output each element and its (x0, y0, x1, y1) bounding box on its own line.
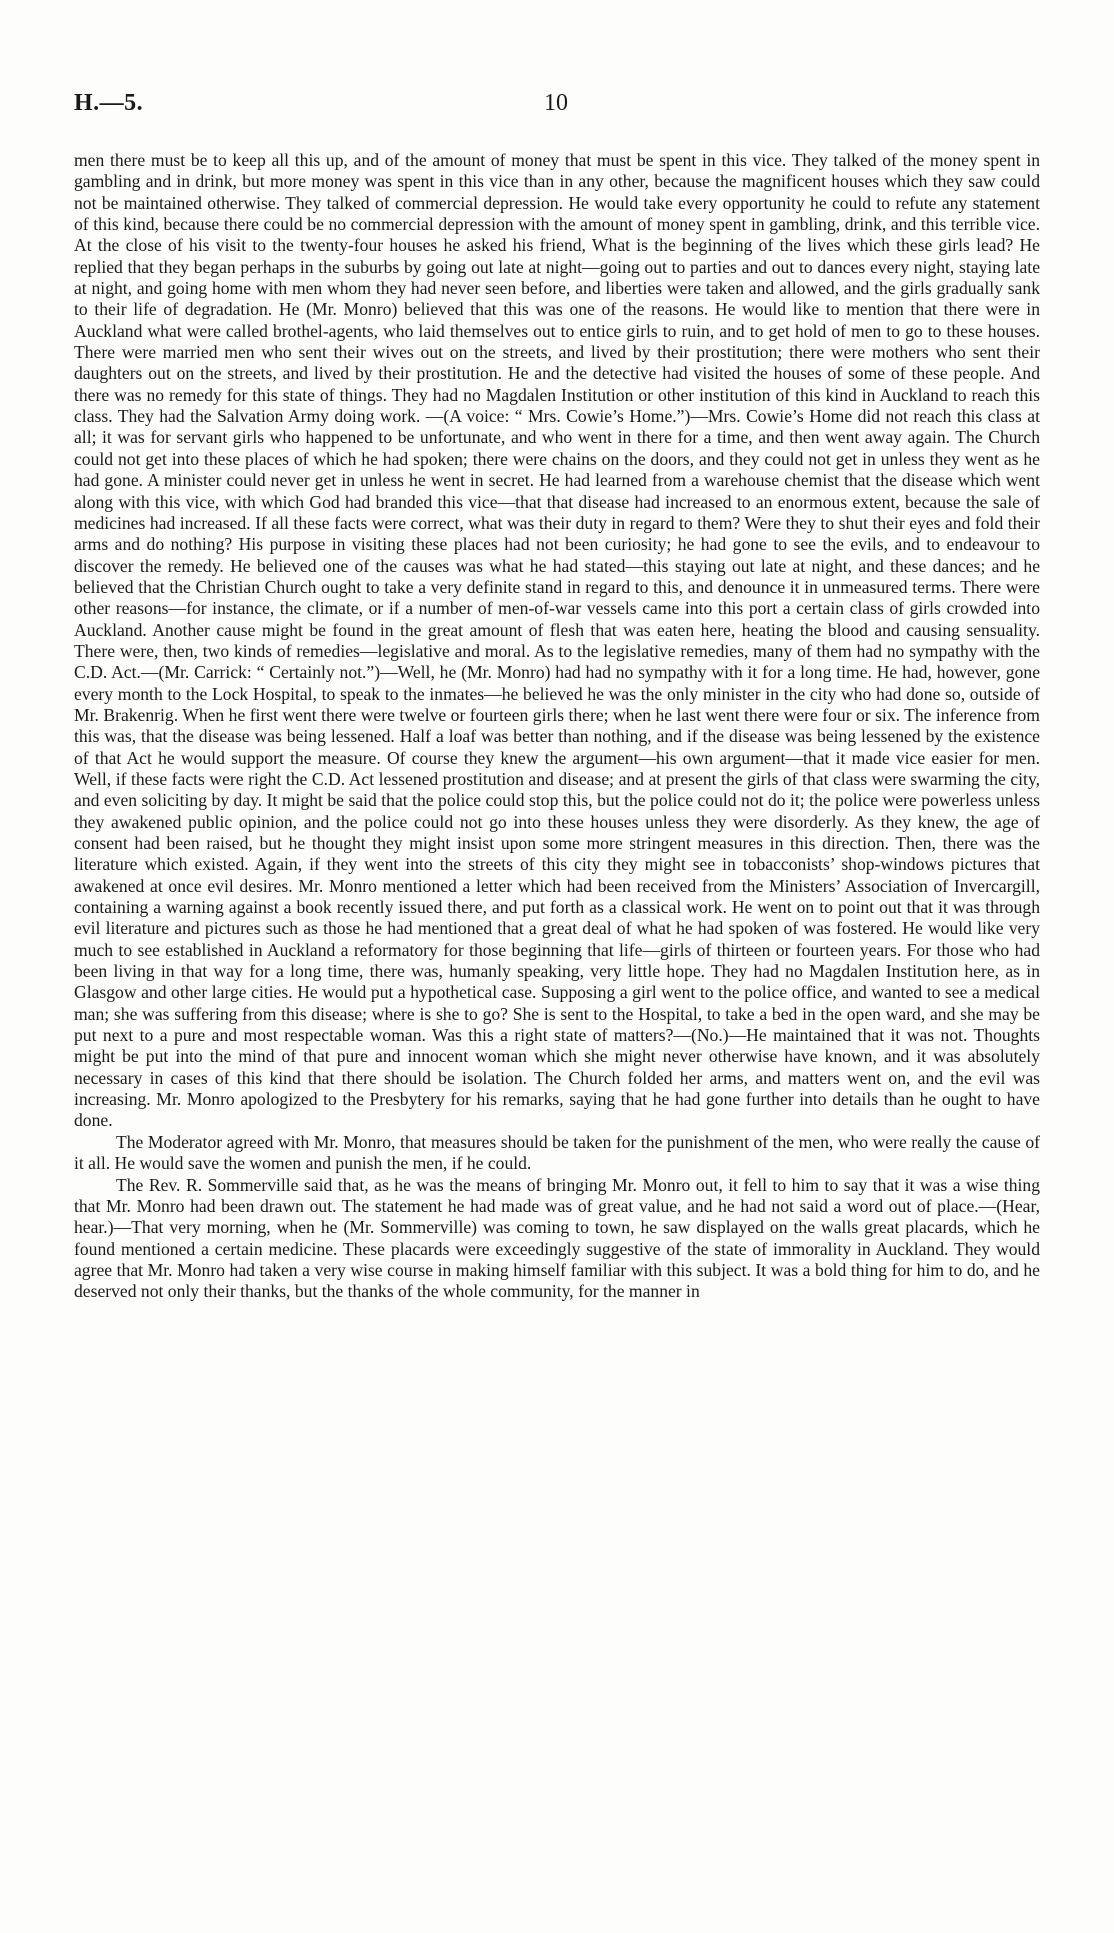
body-text (74, 150, 1040, 1303)
paragraph-sommerville: The Rev. R. Sommerville said that, as he was the means of bringing Mr. Monro out, it fell to him to say that it was a wise thing that Mr. Monro had been drawn out. The statement he had made was of great value, and he had not said a word out of place.—(Hear, hear.)—That very morning, when he (Mr. Sommerville) was coming to town, he saw displayed on the walls great placards, which he found mentioned a certain medicine. These placards were exceedingly suggestive of the state of immorality in Auckland. They would agree that Mr. Monro had taken a very wise course in making himself familiar with this subject. It was a bold thing for him to do, and he deserved not only their thanks, but the thanks of the whole community, for the manner in (74, 1174, 1040, 1302)
page-header (74, 90, 1040, 120)
page-number: 10 (544, 90, 568, 116)
paragraph-monro-speech: men there must be to keep all this up, and of the amount of money that must be spent in this vice. They talked of the money spent in gambling and in drink, but more money was spent in this vice than in any other, because the magnificent houses which they saw could not be maintained otherwise. They talked of commercial depression. He would take every opportunity he could to refute any statement of this kind, because there could be no commercial depression with the amount of money spent in gambling, drink, and this terrible vice. At the close of his visit to the twenty-four houses he asked his friend, What is the beginning of the lives which these girls lead? He replied that they began perhaps in the suburbs by going out late at night—going out to parties and out to dances every night, staying late at night, and going home with men whom they had never seen before, and liberties were taken and allowed, and the girls gradually sank to their life of degradation. He (Mr. Monro) believed that this was one of the reasons. He would like to mention that there were in Auckland what were called brothel-agents, who laid themselves out to entice girls to ruin, and to get hold of men to go to these houses. There were married men who sent their wives out on the streets, and lived by their prostitution; there were mothers who sent their daughters out on the streets, and lived by their prostitution. He and the detective had visited the houses of some of these people. And there was no remedy for this state of things. They had no Magdalen Institution or other institution of this kind in Auckland to reach this class. They had the Salvation Army doing work. —(A voice: “ Mrs. Cowie’s Home.”)—Mrs. Cowie’s Home did not reach this class at all; it was for servant girls who happened to be unfortunate, and who went in there for a time, and then went away again. The Church could not get into these places of which he had spoken; there were chains on the doors, and they could not get in unless they went as he had gone. A minister could never get in unless he went in secret. He had learned from a warehouse chemist that the disease which went along with this vice, with which God had branded this vice—that that disease had increased to an enormous extent, because the sale of medicines had increased. If all these facts were correct, what was their duty in regard to them? Were they to shut their eyes and fold their arms and do nothing? His purpose in visiting these places had not been curiosity; he had gone to see the evils, and to endeavour to discover the remedy. He believed one of the causes was what he had stated—this staying out late at night, and these dances; and he believed that the Christian Church ought to take a very definite stand in regard to this, and denounce it in unmeasured terms. There were other reasons—for instance, the climate, or if a number of men-of-war vessels came into this port a certain class of girls crowded into Auckland. Another cause might be found in the great amount of flesh that was eaten here, heating the blood and causing sensuality. There were, then, two kinds of remedies—legislative and moral. As to the legislative remedies, many of them had no sympathy with the C.D. Act.—(Mr. Carrick: “ Certainly not.”)—Well, he (Mr. Monro) had had no sympathy with it for a long time. He had, however, gone every month to the Lock Hospital, to speak to the inmates—he believed he was the only minister in the city who had done so, outside of Mr. Brakenrig. When he first went there were twelve or fourteen girls there; when he last went there were four or six. The inference from this was, that the disease was being lessened. Half a loaf was better than nothing, and if the disease was being lessened by the existence of that Act he would support the measure. Of course they knew the argument—his own argument—that it made vice easier for men. Well, if these facts were right the C.D. Act lessened prostitution and disease; and at present the girls of that class were swarming the city, and even soliciting by day. It might be said that the police could stop this, but the police could not do it; the police were powerless unless they awakened public opinion, and the police could not go into these houses unless they were disorderly. As they knew, the age of consent had been raised, but he thought they might insist upon some more stringent measures in this direction. Then, there was the literature which existed. Again, if they went into the streets of this city they might see in tobacconists’ shop-windows pictures that awakened at once evil desires. Mr. Monro mentioned a letter which had been received from the Ministers’ Association of Invercargill, containing a warning against a book recently issued there, and put forth as a classical work. He went on to point out that it was through evil literature and pictures such as those he had mentioned that a great deal of what he had spoken of was fostered. He would like very much to see established in Auckland a reformatory for those beginning that life—girls of thirteen or fourteen years. For those who had been living in that way for a long time, there was, humanly speaking, very little hope. They had no Magdalen Institution here, as in Glasgow and other large cities. He would put a hypothetical case. Supposing a girl went to the police office, and wanted to see a medical man; she was suffering from this disease; where is she to go? She is sent to the Hospital, to take a bed in the open ward, and she may be put next to a pure and most respectable woman. Was this a right state of matters?—(No.)—He maintained that it was not. Thoughts might be put into the mind of that pure and innocent woman which she might never otherwise have known, and it was absolutely necessary in cases of this kind that there should be isolation. The Church folded her arms, and matters went on, and the evil was increasing. Mr. Monro apologized to the Presbytery for his remarks, saying that he had gone further into details than he ought to have done. (74, 150, 1040, 1131)
document-code: H.—5. (74, 90, 144, 116)
paragraph-moderator: The Moderator agreed with Mr. Monro, that measures should be taken for the punishment of the men, who were really the cause of it all. He would save the women and punish the men, if he could. (74, 1131, 1040, 1174)
